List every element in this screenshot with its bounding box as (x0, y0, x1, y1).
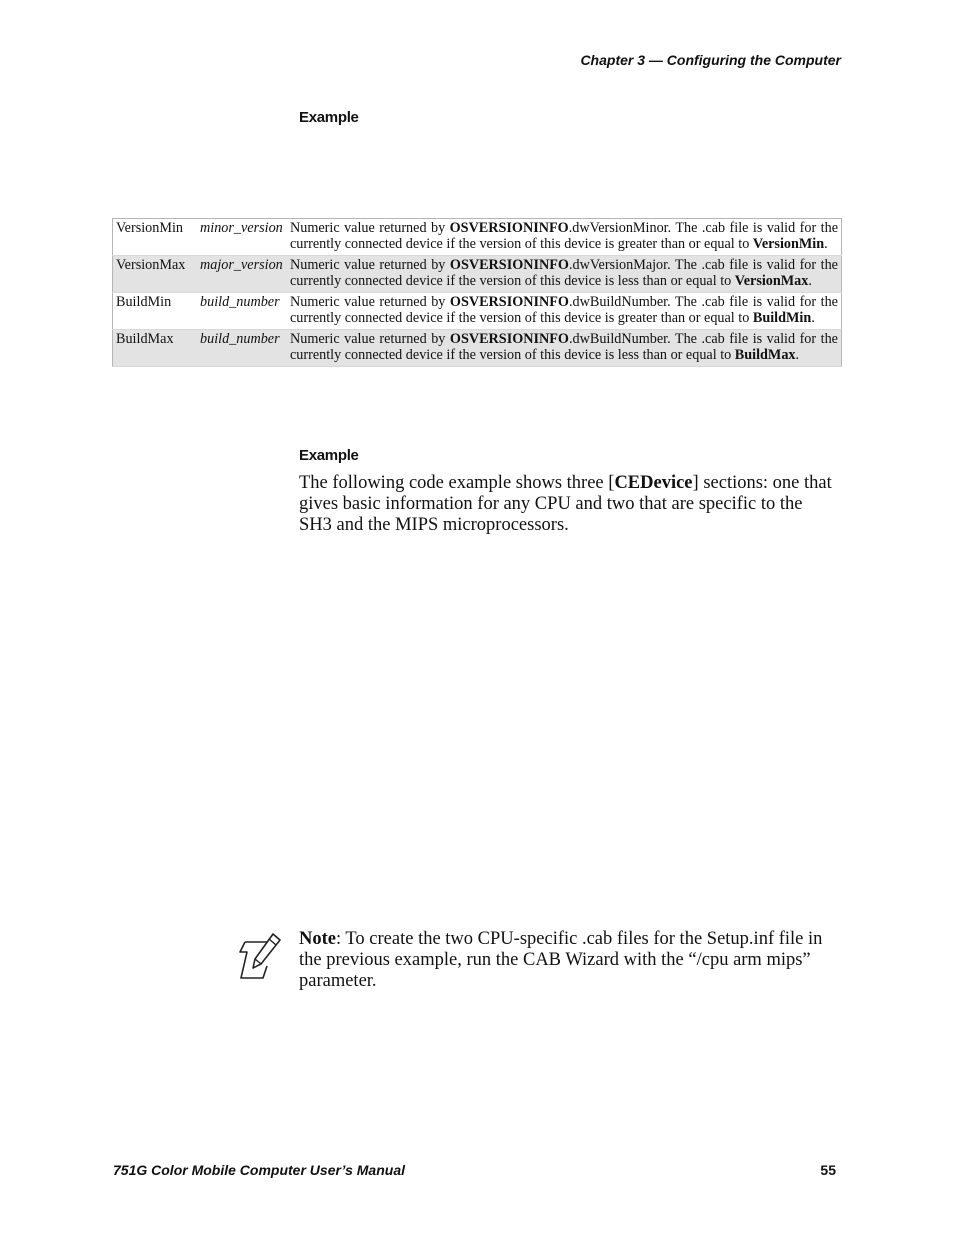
page-number: 55 (820, 1162, 836, 1178)
manual-title: 751G Color Mobile Computer User’s Manual (113, 1162, 405, 1178)
table-row (113, 330, 842, 367)
parameter-table (112, 218, 842, 367)
param-value: minor_version (197, 219, 287, 256)
table-row (113, 219, 842, 256)
pencil-note-icon (237, 930, 283, 982)
param-value: build_number (197, 293, 287, 330)
param-description: Numeric value returned by OSVERSIONINFO.dwVersionMajor. The .cab file is valid for the currently connected device if the version of this device is less than or equal to VersionMax. (287, 256, 842, 293)
param-description: Numeric value returned by OSVERSIONINFO.dwBuildNumber. The .cab file is valid for the currently connected device if the version of this device is greater than or equal to BuildMin. (287, 293, 842, 330)
note-text: Note: To create the two CPU-specific .cab files for the Setup.inf file in the previous example, run the CAB Wizard with the “/cpu arm mips” parameter. (299, 929, 823, 991)
param-name: VersionMin (113, 219, 198, 256)
param-name: BuildMax (113, 330, 198, 367)
param-description: Numeric value returned by OSVERSIONINFO.dwVersionMinor. The .cab file is valid for the currently connected device if the version of this device is greater than or equal to VersionMin. (287, 219, 842, 256)
param-name: BuildMin (113, 293, 198, 330)
running-header: Chapter 3 — Configuring the Computer (580, 52, 841, 68)
table-row (113, 256, 842, 293)
param-description: Numeric value returned by OSVERSIONINFO.dwBuildNumber. The .cab file is valid for the currently connected device if the version of this device is less than or equal to BuildMax. (287, 330, 842, 367)
note-label: Note (299, 929, 336, 949)
param-value: major_version (197, 256, 287, 293)
body-paragraph: The following code example shows three [CEDevice] sections: one that gives basic information for any CPU and two that are specific to the SH3 and the MIPS microprocessors. (299, 473, 832, 535)
param-name: VersionMax (113, 256, 198, 293)
section-heading-example-2: Example (299, 447, 359, 464)
param-value: build_number (197, 330, 287, 367)
table-row (113, 293, 842, 330)
section-heading-example-1: Example (299, 109, 359, 126)
